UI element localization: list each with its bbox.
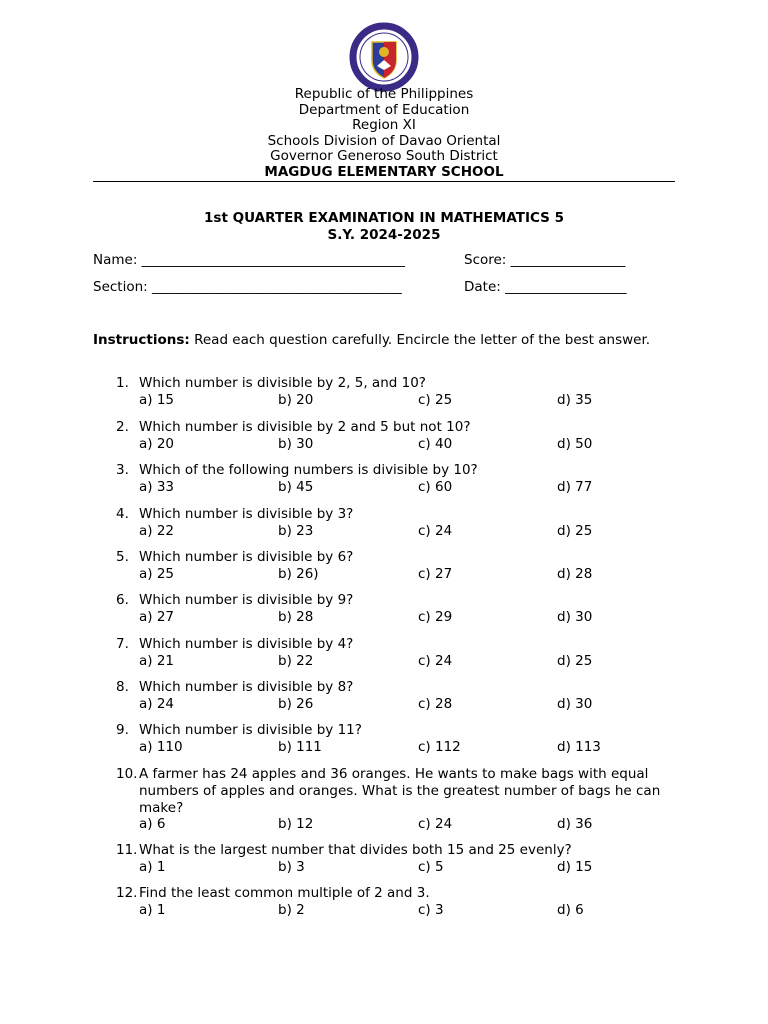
question-number: 5.: [116, 549, 129, 565]
question-number: 10.: [116, 766, 138, 782]
option-c[interactable]: c) 27: [418, 566, 453, 582]
score-field[interactable]: Score: _________________: [464, 252, 626, 268]
option-c[interactable]: c) 25: [418, 392, 453, 408]
question-number: 8.: [116, 679, 129, 695]
option-b[interactable]: b) 45: [278, 479, 314, 495]
option-c[interactable]: c) 40: [418, 436, 453, 452]
option-b[interactable]: b) 20: [278, 392, 314, 408]
option-a[interactable]: a) 15: [139, 392, 175, 408]
instructions-text: Read each question carefully. Encircle the letter of the best answer.: [189, 332, 651, 348]
question-text: Which number is divisible by 2, 5, and 10?: [139, 375, 426, 391]
school-year: S.Y. 2024-2025: [327, 226, 441, 243]
option-c[interactable]: c) 24: [418, 816, 453, 832]
option-a[interactable]: a) 1: [139, 859, 166, 875]
option-d[interactable]: d) 77: [557, 479, 593, 495]
option-b[interactable]: b) 111: [278, 739, 322, 755]
deped-seal-icon: [348, 22, 420, 92]
header-district: Governor Generoso South District: [270, 148, 498, 164]
option-c[interactable]: c) 3: [418, 902, 444, 918]
option-a[interactable]: a) 22: [139, 523, 175, 539]
option-a[interactable]: a) 33: [139, 479, 175, 495]
option-c[interactable]: c) 24: [418, 523, 453, 539]
question-number: 12.: [116, 885, 138, 901]
header-region: Region XI: [352, 117, 416, 133]
option-d[interactable]: d) 30: [557, 696, 593, 712]
header-country: Republic of the Philippines: [294, 86, 474, 102]
name-field[interactable]: Name: _______________________________________: [93, 252, 405, 268]
option-b[interactable]: b) 26: [278, 696, 314, 712]
option-b[interactable]: b) 2: [278, 902, 305, 918]
option-b[interactable]: b) 12: [278, 816, 314, 832]
question-number: 1.: [116, 375, 129, 391]
option-b[interactable]: b) 23: [278, 523, 314, 539]
option-d[interactable]: d) 28: [557, 566, 593, 582]
option-a[interactable]: a) 1: [139, 902, 166, 918]
option-a[interactable]: a) 27: [139, 609, 175, 625]
option-d[interactable]: d) 25: [557, 653, 593, 669]
header-division: Schools Division of Davao Oriental: [267, 132, 501, 149]
option-c[interactable]: c) 29: [418, 609, 453, 625]
option-d[interactable]: d) 35: [557, 392, 593, 408]
header-department: Department of Education: [298, 101, 470, 118]
option-c[interactable]: c) 24: [418, 653, 453, 669]
header-school-name: MAGDUG ELEMENTARY SCHOOL: [264, 163, 504, 180]
question-text: Which of the following numbers is divisible by 10?: [139, 462, 478, 478]
option-b[interactable]: b) 26): [278, 566, 319, 582]
question-text: Which number is divisible by 6?: [139, 549, 354, 565]
question-text: Find the least common multiple of 2 and 3.: [139, 885, 430, 901]
section-field[interactable]: Section: _____________________________________: [93, 279, 402, 295]
option-a[interactable]: a) 25: [139, 566, 175, 582]
option-c[interactable]: c) 60: [418, 479, 453, 495]
question-text: Which number is divisible by 4?: [139, 636, 354, 652]
question-number: 4.: [116, 506, 129, 522]
question-text: Which number is divisible by 3?: [139, 506, 354, 522]
option-a[interactable]: a) 20: [139, 436, 175, 452]
date-field[interactable]: Date: __________________: [464, 279, 627, 295]
option-d[interactable]: d) 15: [557, 859, 593, 875]
option-a[interactable]: a) 24: [139, 696, 175, 712]
option-c[interactable]: c) 112: [418, 739, 461, 755]
question-text: A farmer has 24 apples and 36 oranges. He wants to make bags with equal numbers of apples and oranges. What is the greatest number of bags he can make?: [139, 766, 661, 816]
question-text: Which number is divisible by 8?: [139, 679, 354, 695]
question-number: 7.: [116, 636, 129, 652]
question-text: Which number is divisible by 2 and 5 but not 10?: [139, 419, 471, 435]
option-a[interactable]: a) 6: [139, 816, 166, 832]
option-a[interactable]: a) 110: [139, 739, 183, 755]
question-text: What is the largest number that divides both 15 and 25 evenly?: [139, 842, 572, 858]
question-number: 3.: [116, 462, 129, 478]
option-b[interactable]: b) 28: [278, 609, 314, 625]
option-b[interactable]: b) 22: [278, 653, 314, 669]
question-number: 11.: [116, 842, 138, 858]
option-d[interactable]: d) 30: [557, 609, 593, 625]
option-d[interactable]: d) 50: [557, 436, 593, 452]
header-divider: [93, 181, 675, 182]
exam-title-block: [0, 210, 768, 243]
option-c[interactable]: c) 28: [418, 696, 453, 712]
instructions-label: Instructions:: [93, 332, 190, 348]
letterhead: [0, 87, 768, 180]
question-number: 2.: [116, 419, 129, 435]
exam-title: 1st QUARTER EXAMINATION IN MATHEMATICS 5: [204, 210, 564, 226]
question-number: 9.: [116, 722, 129, 738]
instructions: [93, 332, 675, 349]
option-d[interactable]: d) 25: [557, 523, 593, 539]
option-c[interactable]: c) 5: [418, 859, 444, 875]
option-b[interactable]: b) 30: [278, 436, 314, 452]
option-b[interactable]: b) 3: [278, 859, 305, 875]
option-d[interactable]: d) 113: [557, 739, 601, 755]
option-d[interactable]: d) 6: [557, 902, 584, 918]
option-d[interactable]: d) 36: [557, 816, 593, 832]
question-text: Which number is divisible by 11?: [139, 722, 362, 738]
option-a[interactable]: a) 21: [139, 653, 175, 669]
question-number: 6.: [116, 592, 129, 608]
question-text: Which number is divisible by 9?: [139, 592, 354, 608]
